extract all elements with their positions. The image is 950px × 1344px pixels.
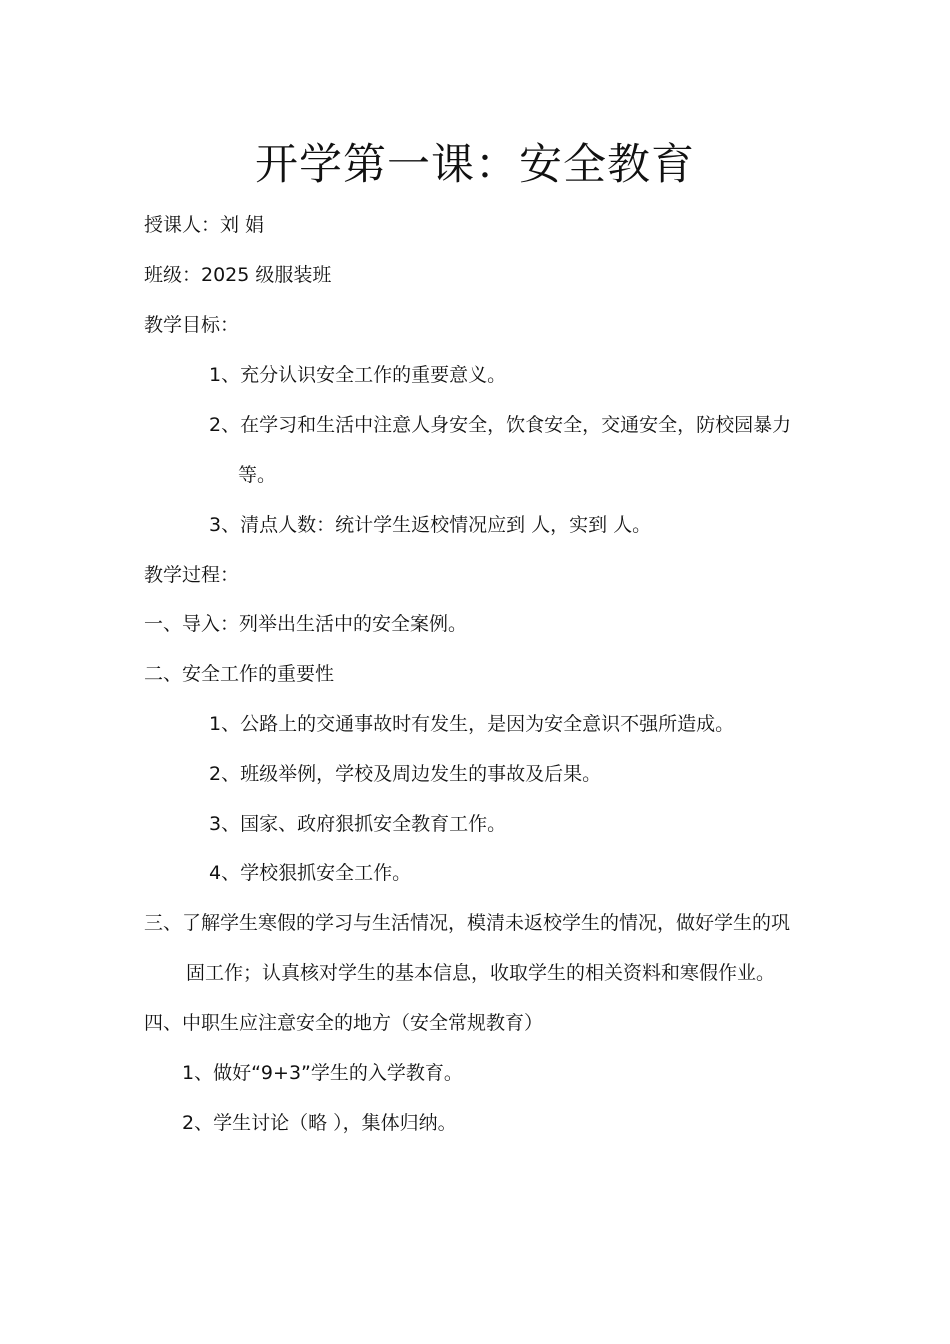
objectives-heading: 教学目标：	[144, 314, 240, 336]
section-two-item: 1、公路上的交通事故时有发生，是因为安全意识不强所造成。	[209, 713, 735, 735]
section-four-heading: 四、中职生应注意安全的地方（安全常规教育）	[144, 1012, 544, 1034]
section-three-line: 三、了解学生寒假的学习与生活情况，模清未返校学生的情况，做好学生的巩	[144, 912, 791, 934]
section-four-item: 2、学生讨论（略 ），集体归纳。	[182, 1112, 457, 1134]
section-four-item: 1、做好“9+3”学生的入学教育。	[182, 1062, 463, 1084]
section-two-item: 3、国家、政府狠抓安全教育工作。	[209, 813, 507, 835]
section-two-heading: 二、安全工作的重要性	[144, 663, 335, 685]
objective-item-continuation: 等。	[238, 464, 277, 486]
document-title: 开学第一课：安全教育	[255, 140, 695, 190]
section-one: 一、导入：列举出生活中的安全案例。	[144, 613, 468, 635]
objective-item: 3、清点人数：统计学生返校情况应到 人，实到 人。	[209, 514, 652, 536]
process-heading: 教学过程：	[144, 564, 240, 586]
section-two-item: 4、学校狠抓安全工作。	[209, 862, 412, 884]
section-three-continuation: 固工作；认真核对学生的基本信息，收取学生的相关资料和寒假作业。	[186, 962, 776, 984]
class-line: 班级：2025 级服装班	[144, 264, 332, 286]
objective-item: 2、在学习和生活中注意人身安全，饮食安全，交通安全，防校园暴力	[209, 414, 792, 436]
objective-item: 1、充分认识安全工作的重要意义。	[209, 364, 507, 386]
lecturer-line: 授课人：刘 娟	[144, 214, 265, 236]
section-two-item: 2、班级举例，学校及周边发生的事故及后果。	[209, 763, 602, 785]
